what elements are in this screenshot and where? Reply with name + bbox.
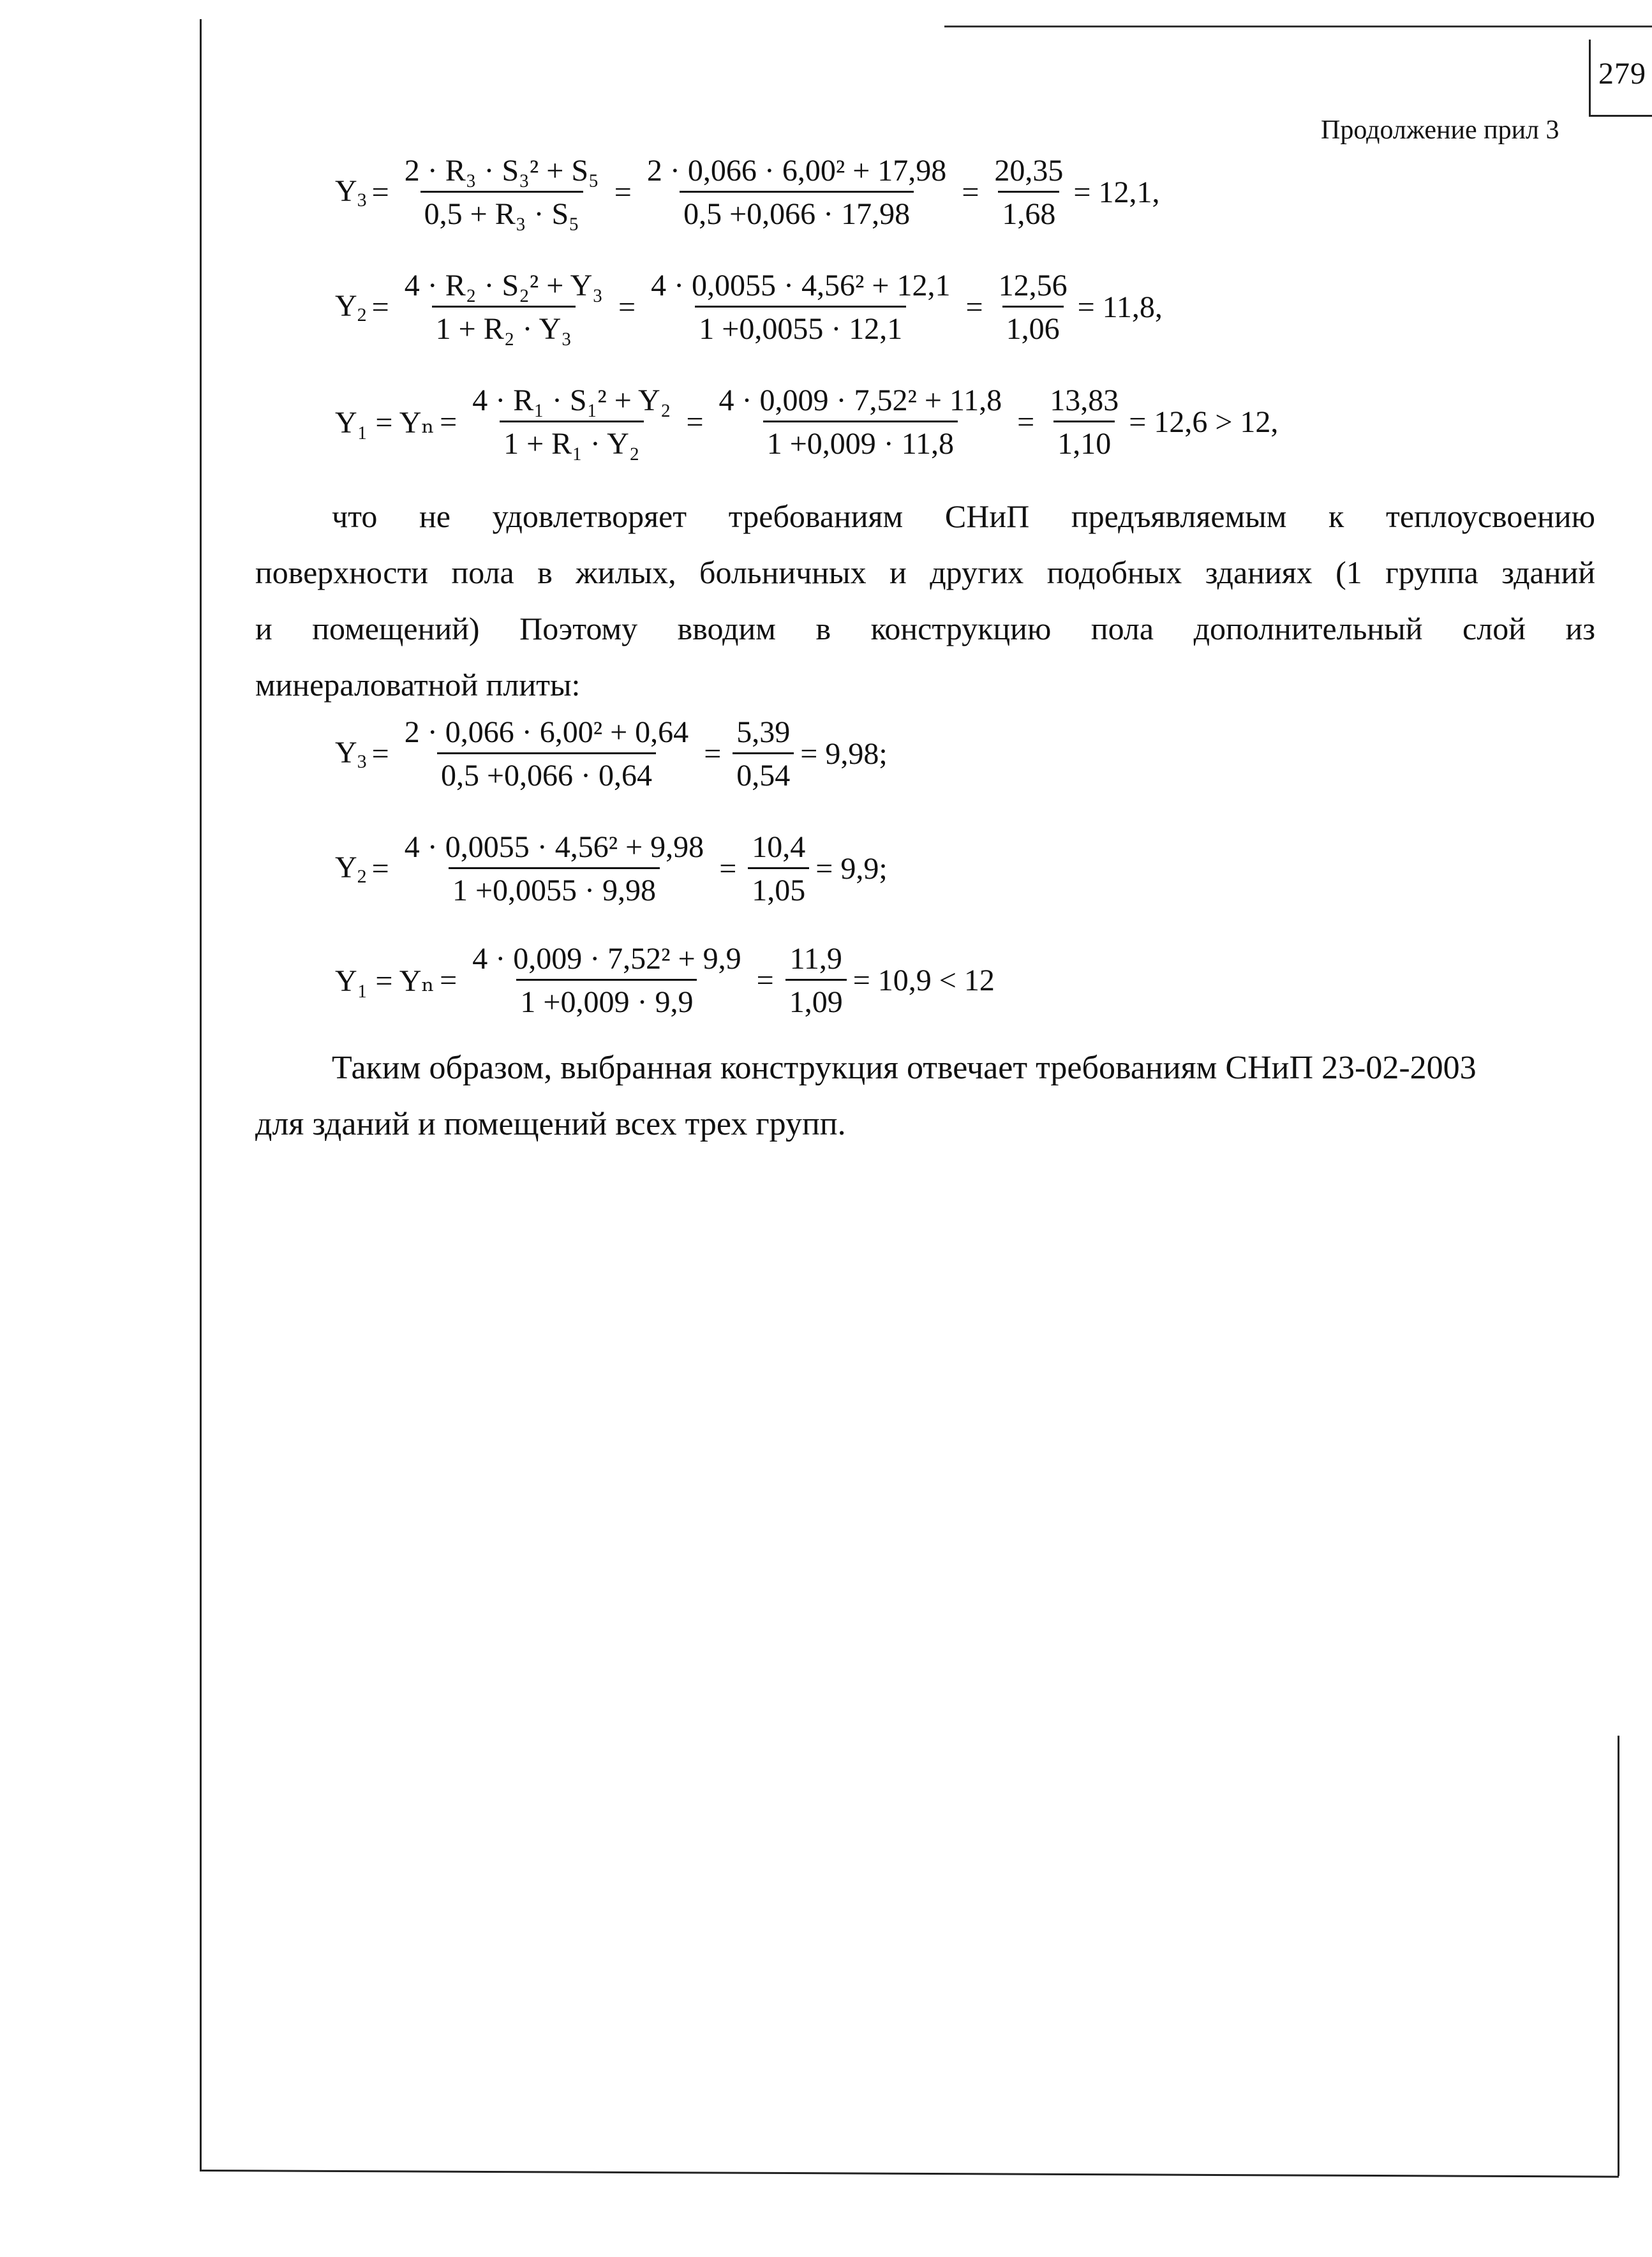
equation-y1-revised: Y₁ = Yₙ = $\frac{\text{4 · 0,009 · 7,52² + 9,9}}{1 +0,009 \cdot 9,9}$ = $\frac{11,9}{1,09}$ = 10,9 < 12 [335,942,995,1019]
eq-lhs: Y₁ = Yₙ [335,405,435,440]
simplified-fraction: $\frac{12,56}{1,06}$ [998,269,1068,346]
eq-result: = 10,9 < 12 [852,964,995,997]
paragraph-line: минераловатной плиты: [255,667,581,703]
appendix-continuation-label: Продолжение прил 3 [1321,115,1559,145]
paragraph-line: и помещений) Поэтому вводим в конструкцию пола дополнительный слой из [255,611,1595,646]
eq-result: = 11,8, [1077,290,1163,324]
eq-result: = 12,1, [1073,175,1160,209]
numeric-fraction: $\frac{\text{4 · 0,009 · 7,52² + 9,9}}{1 +0,009 \cdot 9,9}$ [472,942,741,1019]
equation-y1-initial: Y₁ = Yₙ = $\frac{\text{4 · R₁ · S₁² + Y₂}}{\text{1 + R₁ · Y₂}}$ = $\frac{\text{4 · 0,009 · 7,52² + 11,8}}{1 +0,009 \cdot 11,8}$ = $\frac{13,83}{1,10}$ = 12,6 > 12, [335,384,1279,461]
numeric-fraction: $\frac{\text{2 · 0,066 · 6,00² + 17,98}}{0,5 +0,066 \cdot 17,98}$ [646,154,947,231]
equation-y2-initial: $Y_2$ = $\frac{\text{4 · R₂ · S₂² + Y₃}}{\text{1 + R₂ · Y₃}}$ = $\frac{\text{4 · 0,0055 · 4,56² + 12,1}}{1 +0,0055 \cdot 12,1}$ = $\frac{12,56}{1,06}$ = 11,8, [335,269,1163,346]
simplified-fraction: $\frac{10,4}{1,05}$ [748,830,809,908]
page-frame-right [1618,1736,1619,2176]
simplified-fraction: $\frac{20,35}{1,68}$ [994,154,1064,231]
body-paragraph [255,488,1595,713]
eq-lhs: Y₁ = Yₙ [335,964,435,998]
conclusion-line: Таким образом, выбранная конструкция отвечает требованиям СНиП 23-02-2003 [332,1050,1477,1086]
eq-result: = 9,9; [815,852,888,886]
eq-lhs: $Y_3$ [335,174,367,211]
symbolic-fraction: $\frac{\text{2 · R₃ · S₃² + S₅}}{\text{0,5 + R₃ · S₅}}$ [404,154,599,231]
page-frame-bottom [200,2170,1619,2178]
simplified-fraction: $\frac{11,9}{1,09}$ [785,941,847,1020]
numeric-fraction: $\frac{\text{4 · 0,0055 · 4,56² + 9,98}}{1 +0,0055 \cdot 9,98}$ [404,830,704,907]
equation-y2-revised: $Y_2$ = $\frac{\text{4 · 0,0055 · 4,56² + 9,98}}{1 +0,0055 \cdot 9,98}$ = $\frac{10,4}{1,05}$ = 9,9; [335,830,888,907]
symbolic-fraction: $\frac{\text{4 · R₁ · S₁² + Y₂}}{\text{1 + R₁ · Y₂}}$ [472,384,671,461]
numeric-fraction: $\frac{\text{2 · 0,066 · 6,00² + 0,64}}{0,5 +0,066 \cdot 0,64}$ [404,715,689,793]
simplified-fraction: $\frac{13,83}{1,10}$ [1050,384,1119,461]
equation-y3-initial: $Y_3$ = $\frac{\text{2 · R₃ · S₃² + S₅}}{\text{0,5 + R₃ · S₅}}$ = $\frac{\text{2 · 0,066 · 6,00² + 17,98}}{0,5 +0,066 \cdot 17,98}$ = $\frac{20,35}{1,68}$ = 12,1, [335,154,1160,231]
simplified-fraction: $\frac{5,39}{0,54}$ [733,715,794,793]
symbolic-fraction: $\frac{\text{4 · R₂ · S₂² + Y₃}}{\text{1 + R₂ · Y₃}}$ [404,269,603,346]
eq-result: = 9,98; [800,737,888,771]
eq-lhs: $Y_2$ [335,851,367,887]
numeric-fraction: $\frac{\text{4 · 0,009 · 7,52² + 11,8}}{1 +0,009 \cdot 11,8}$ [718,384,1002,461]
eq-lhs: $Y_2$ [335,289,367,325]
page-frame-top [944,26,1652,27]
page-frame-left [200,19,202,2171]
numeric-fraction: $\frac{\text{4 · 0,0055 · 4,56² + 12,1}}{1 +0,0055 \cdot 12,1}$ [651,269,951,346]
paragraph-line: поверхности пола в жилых, больничных и других подобных зданиях (1 группа зданий [255,555,1595,590]
page-number: 279 [1598,57,1646,91]
eq-lhs: $Y_3$ [335,736,367,772]
equation-y3-revised: $Y_3$ = $\frac{\text{2 · 0,066 · 6,00² + 0,64}}{0,5 +0,066 \cdot 0,64}$ = $\frac{5,39}{0,54}$ = 9,98; [335,715,888,793]
paragraph-line: что не удовлетворяет требованиям СНиП предъявляемым к теплоусвоению [332,498,1595,534]
eq-result: = 12,6 > 12, [1129,405,1279,439]
conclusion-line: для зданий и помещений всех трех групп. [255,1106,846,1142]
conclusion-paragraph [255,1040,1608,1152]
